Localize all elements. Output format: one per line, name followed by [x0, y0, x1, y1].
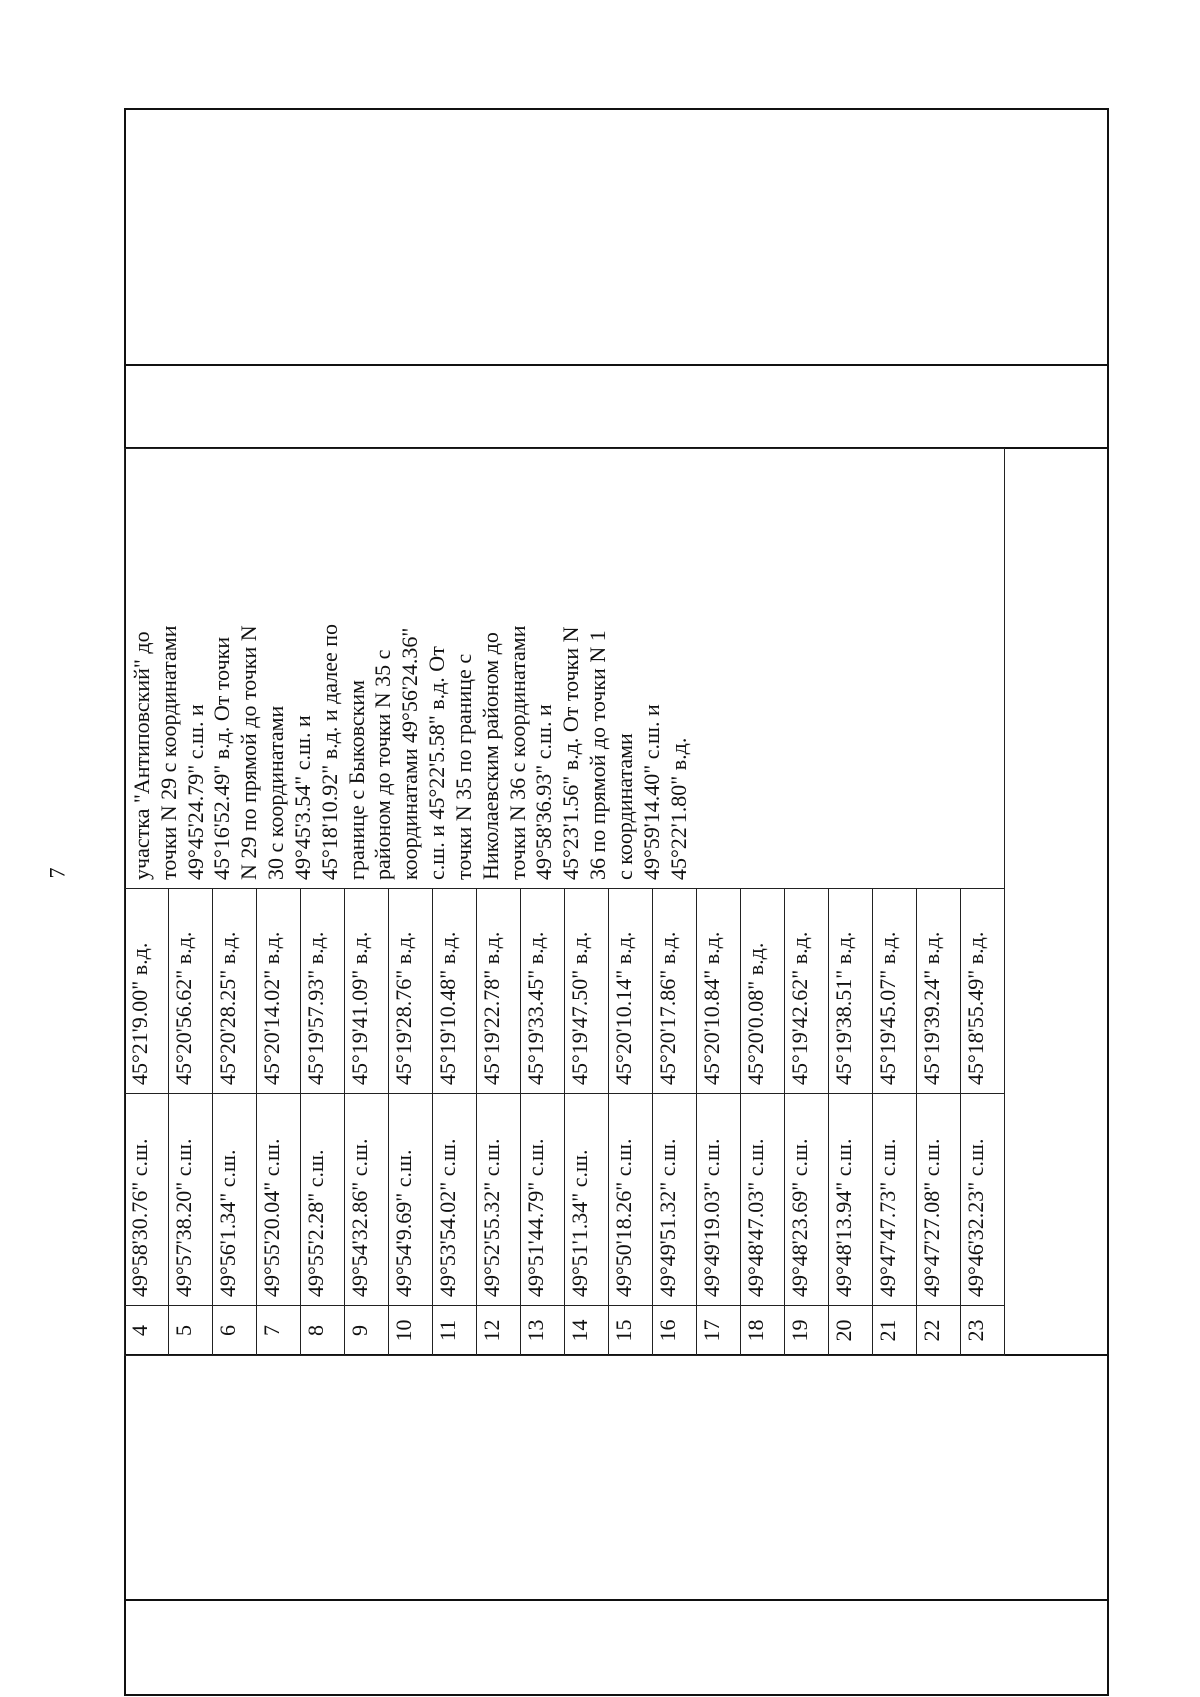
description-line: точки N 36 с координатами	[504, 625, 530, 880]
latitude-cell: 49°52'55.32" с.ш.	[477, 1094, 521, 1306]
latitude-cell: 49°50'18.26" с.ш.	[609, 1094, 653, 1306]
point-number: 21	[873, 1306, 917, 1356]
description-line: 49°45'3.54" с.ш. и	[289, 715, 315, 880]
latitude-cell: 49°58'30.76" с.ш.	[125, 1094, 169, 1306]
latitude-cell: 49°55'20.04" с.ш.	[257, 1094, 301, 1306]
description-line: 45°22'1.80" в.д.	[665, 737, 691, 880]
longitude-cell: 45°20'0.08" в.д.	[741, 889, 785, 1094]
latitude-cell: 49°48'47.03" с.ш.	[741, 1094, 785, 1306]
latitude-cell: 49°57'38.20" с.ш.	[169, 1094, 213, 1306]
latitude-cell: 49°47'27.08" с.ш.	[917, 1094, 961, 1306]
point-number: 15	[609, 1306, 653, 1356]
frame-bottom-line	[1107, 108, 1109, 1696]
latitude-cell: 49°48'23.69" с.ш.	[785, 1094, 829, 1306]
description-line: 30 с координатами	[263, 705, 289, 880]
left-column-separator	[124, 1599, 1109, 1601]
description-line: участка "Антиповский" до	[129, 631, 154, 880]
longitude-cell: 45°20'56.62" в.д.	[169, 889, 213, 1094]
longitude-cell: 45°19'57.93" в.д.	[301, 889, 345, 1094]
point-number: 20	[829, 1306, 873, 1356]
latitude-cell: 49°51'44.79" с.ш.	[521, 1094, 565, 1306]
point-number: 14	[565, 1306, 609, 1356]
description-line: точки N 35 по границе с	[450, 653, 476, 880]
longitude-cell: 45°20'17.86" в.д.	[653, 889, 697, 1094]
description-line: точки N 29 с координатами	[155, 625, 181, 880]
point-number: 10	[389, 1306, 433, 1356]
right-column-separator	[124, 364, 1109, 366]
latitude-cell: 49°55'2.28" с.ш.	[301, 1094, 345, 1306]
description-line: 49°59'14.40" с.ш. и	[638, 704, 664, 880]
point-number: 13	[521, 1306, 565, 1356]
point-number: 4	[125, 1306, 169, 1356]
description-line: 49°58'36.93" с.ш. и	[531, 704, 557, 880]
longitude-cell: 45°19'28.76" в.д.	[389, 889, 433, 1094]
frame-right-line	[124, 108, 1109, 110]
point-number: 22	[917, 1306, 961, 1356]
longitude-cell: 45°19'10.48" в.д.	[433, 889, 477, 1094]
longitude-cell: 45°20'10.84" в.д.	[697, 889, 741, 1094]
description-line: Николаевским районом до	[477, 632, 503, 880]
point-number: 18	[741, 1306, 785, 1356]
latitude-cell: 49°49'19.03" с.ш.	[697, 1094, 741, 1306]
longitude-cell: 45°19'41.09" в.д.	[345, 889, 389, 1094]
latitude-cell: 49°53'54.02" с.ш.	[433, 1094, 477, 1306]
latitude-cell: 49°47'47.73" с.ш.	[873, 1094, 917, 1306]
description-line: районом до точки N 35 с	[370, 649, 396, 880]
longitude-cell: 45°20'10.14" в.д.	[609, 889, 653, 1094]
point-number: 8	[301, 1306, 345, 1356]
point-number: 6	[213, 1306, 257, 1356]
description-line: с.ш. и 45°22'5.58" в.д. От	[424, 646, 450, 880]
description-line: 36 по прямой до точки N 1	[585, 630, 611, 880]
rotated-table-page	[124, 108, 1109, 1696]
description-line: координатами 49°56'24.36"	[397, 627, 423, 880]
point-number: 17	[697, 1306, 741, 1356]
point-number: 5	[169, 1306, 213, 1356]
longitude-cell: 45°21'9.00" в.д.	[125, 889, 169, 1094]
longitude-cell: 45°18'55.49" в.д.	[961, 889, 1005, 1094]
point-number: 11	[433, 1306, 477, 1356]
point-number: 19	[785, 1306, 829, 1356]
latitude-cell: 49°46'32.23" с.ш.	[961, 1094, 1005, 1306]
boundary-description	[125, 449, 1005, 889]
point-number: 23	[961, 1306, 1005, 1356]
longitude-cell: 45°20'14.02" в.д.	[257, 889, 301, 1094]
longitude-cell: 45°20'28.25" в.д.	[213, 889, 257, 1094]
point-number: 16	[653, 1306, 697, 1356]
latitude-cell: 49°54'32.86" с.ш.	[345, 1094, 389, 1306]
page-number: 7	[44, 867, 70, 879]
latitude-cell: 49°49'51.32" с.ш.	[653, 1094, 697, 1306]
description-line: 45°23'1.56" в.д. От точки N	[558, 626, 584, 880]
latitude-cell: 49°54'9.69" с.ш.	[389, 1094, 433, 1306]
description-line: границе с Быковским	[343, 679, 369, 880]
frame-left-line	[124, 1694, 1109, 1696]
longitude-cell: 45°19'38.51" в.д.	[829, 889, 873, 1094]
longitude-cell: 45°19'33.45" в.д.	[521, 889, 565, 1094]
description-line: 45°18'10.92" в.д. и далее по	[316, 623, 342, 880]
description-line: 49°45'24.79" с.ш. и	[182, 704, 208, 880]
latitude-cell: 49°56'1.34" с.ш.	[213, 1094, 257, 1306]
description-line: 45°16'52.49" в.д. От точки	[209, 636, 235, 880]
point-number: 9	[345, 1306, 389, 1356]
point-number: 7	[257, 1306, 301, 1356]
point-number: 12	[477, 1306, 521, 1356]
longitude-cell: 45°19'39.24" в.д.	[917, 889, 961, 1094]
latitude-cell: 49°48'13.94" с.ш.	[829, 1094, 873, 1306]
coordinates-table	[124, 448, 1005, 1356]
table-row	[125, 449, 169, 1356]
longitude-cell: 45°19'45.07" в.д.	[873, 889, 917, 1094]
description-line: N 29 по прямой до точки N	[236, 625, 262, 880]
longitude-cell: 45°19'47.50" в.д.	[565, 889, 609, 1094]
description-line: с координатами	[611, 733, 637, 880]
longitude-cell: 45°19'22.78" в.д.	[477, 889, 521, 1094]
latitude-cell: 49°51'1.34" с.ш.	[565, 1094, 609, 1306]
longitude-cell: 45°19'42.62" в.д.	[785, 889, 829, 1094]
